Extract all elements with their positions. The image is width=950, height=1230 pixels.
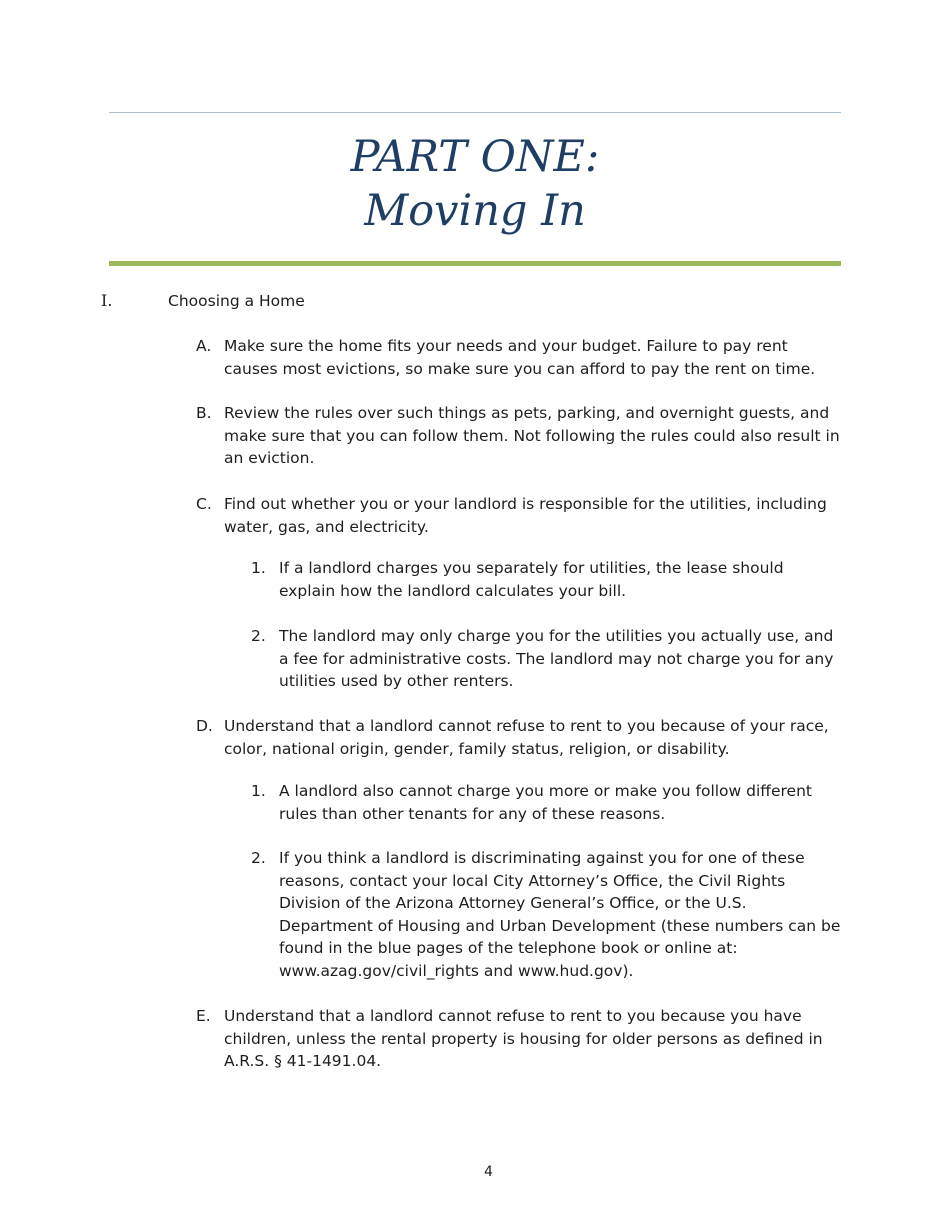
section-marker: I. bbox=[101, 291, 113, 310]
section-heading: Choosing a Home bbox=[168, 292, 305, 310]
item-e-marker: E. bbox=[196, 1007, 211, 1025]
item-b-text: Review the rules over such things as pets, parking, and overnight guests, and make sure that you can follow them. Not following the rules could also result in an eviction. bbox=[224, 404, 840, 467]
item-d-text: Understand that a landlord cannot refuse to rent to you because of your race, color, national origin, gender, family status, religion, or disability. bbox=[224, 717, 829, 758]
item-e-text: Understand that a landlord cannot refuse to rent to you because you have children, unless the rental property is housing for older persons as defined in A.R.S. § 41-1491.04. bbox=[224, 1007, 823, 1070]
part-title bbox=[109, 130, 841, 238]
item-c2-text: The landlord may only charge you for the utilities you actually use, and a fee for administrative costs. The landlord may not charge you for any utilities used by other renters. bbox=[279, 627, 834, 690]
item-a-text: Make sure the home fits your needs and your budget. Failure to pay rent causes most evictions, so make sure you can afford to pay the rent on time. bbox=[224, 337, 816, 378]
item-d1-marker: 1. bbox=[251, 782, 266, 800]
item-d2-marker: 2. bbox=[251, 849, 266, 867]
item-d1-text: A landlord also cannot charge you more or make you follow different rules than other tenants for any of these reasons. bbox=[279, 782, 812, 823]
item-c-text: Find out whether you or your landlord is responsible for the utilities, including water, gas, and electricity. bbox=[224, 495, 827, 536]
item-d2-text: If you think a landlord is discriminating against you for one of these reasons, contact your local City Attorney’s Office, the Civil Rights Division of the Arizona Attorney General’s Office, or the U.S. Department of Housing and Urban Development (these numbers can be found in the blue pages of the telephone book or online at: www.azag.gov/civil_rights and www.hud.gov). bbox=[279, 849, 841, 980]
item-c2-marker: 2. bbox=[251, 627, 266, 645]
item-c-marker: C. bbox=[196, 495, 212, 513]
title-underline bbox=[109, 261, 841, 266]
item-d-marker: D. bbox=[196, 717, 213, 735]
top-rule bbox=[109, 112, 841, 113]
page-number: 4 bbox=[484, 1164, 493, 1180]
item-c1-text: If a landlord charges you separately for utilities, the lease should explain how the landlord calculates your bill. bbox=[279, 559, 784, 600]
item-b-marker: B. bbox=[196, 404, 212, 422]
item-a-marker: A. bbox=[196, 337, 212, 355]
item-c1-marker: 1. bbox=[251, 559, 266, 577]
part-title-line2: Moving In bbox=[364, 186, 586, 236]
part-title-line1: PART ONE: bbox=[350, 132, 600, 182]
